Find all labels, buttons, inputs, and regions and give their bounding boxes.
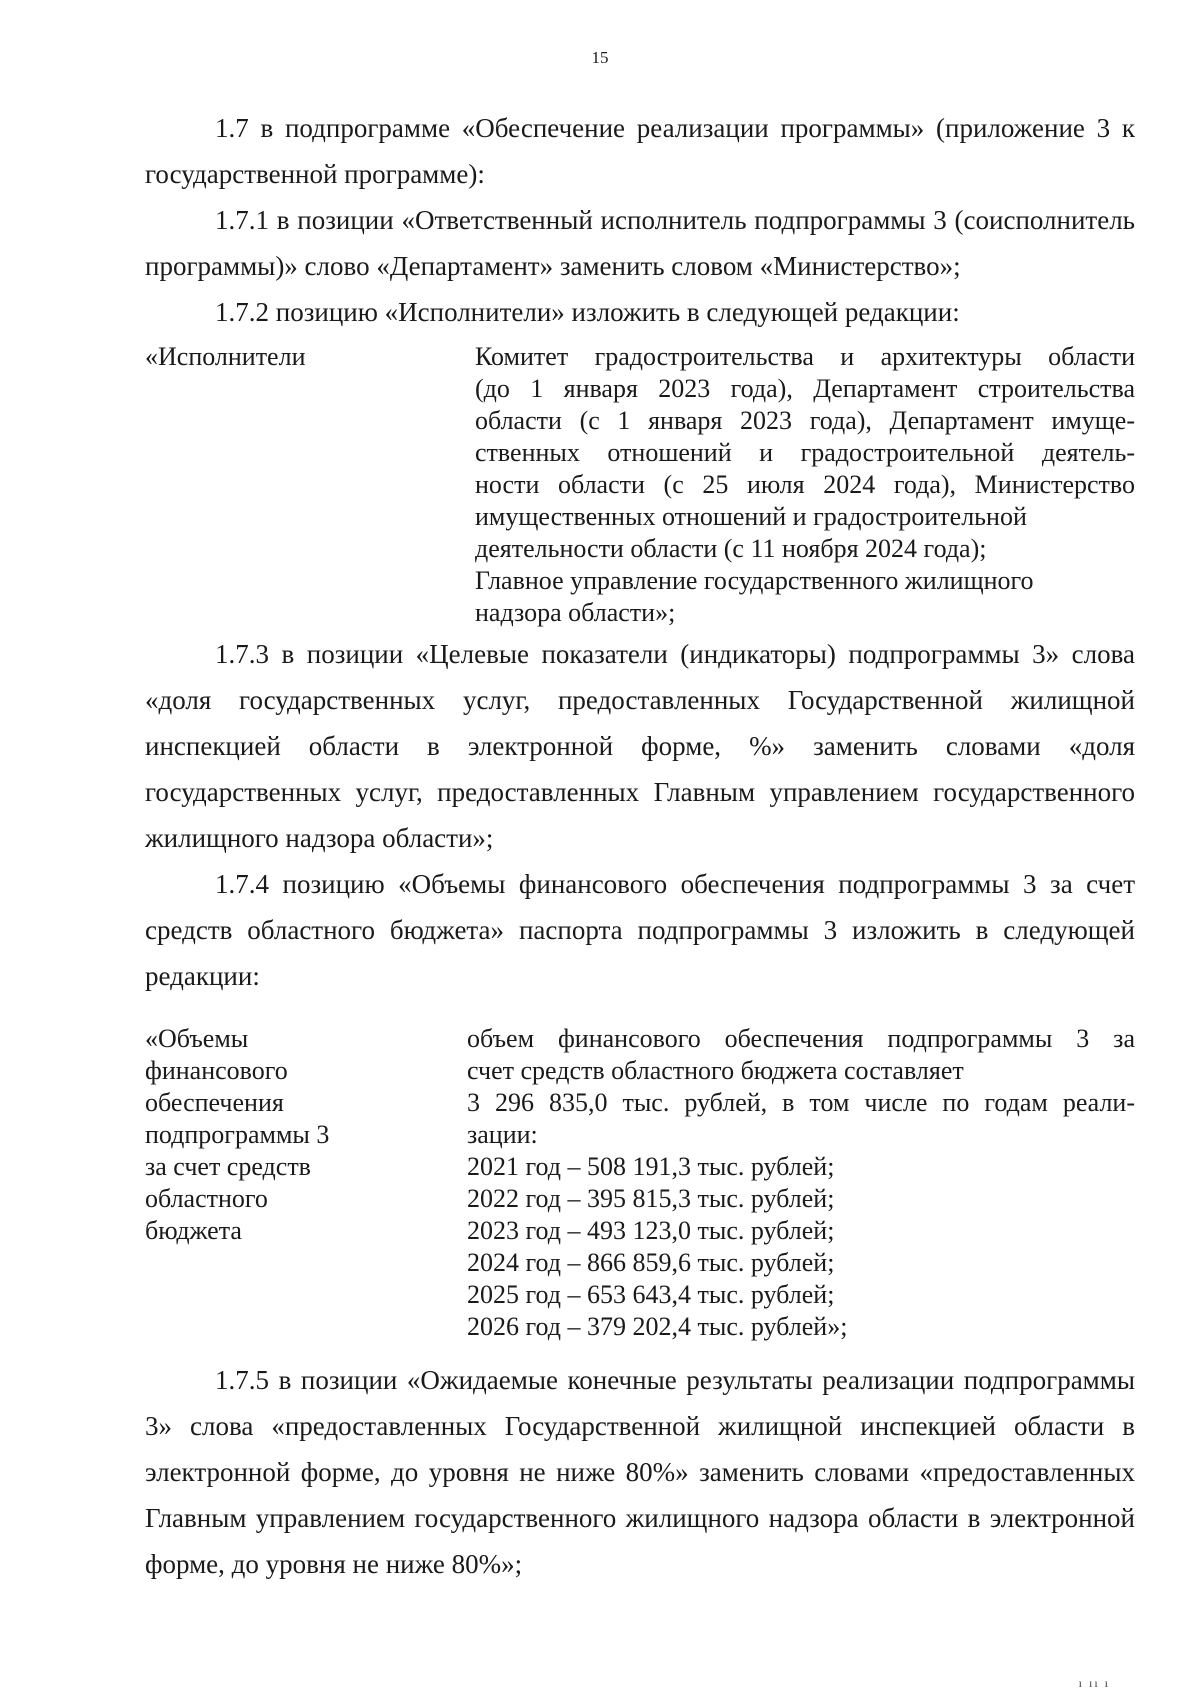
funding-value	[467, 1023, 1135, 1343]
funding-line: счет средств областного бюджета составляет	[467, 1056, 964, 1085]
funding-label-line: бюджета	[145, 1216, 242, 1245]
scan-mark: ı ıı ı	[1078, 1676, 1110, 1690]
executors-line: ственных отношений и градостроительной деятель-	[475, 438, 1135, 467]
funding-year-line: 2024 год – 866 859,6 тыс. рублей;	[467, 1248, 835, 1277]
executors-line: Главное управление государственного жилищного	[475, 566, 1034, 595]
funding-year-line: 2025 год – 653 643,4 тыс. рублей;	[467, 1280, 835, 1309]
funding-label-line: областного	[145, 1184, 268, 1213]
executors-line: надзора области»;	[475, 598, 676, 627]
funding-line: объем финансового обеспечения подпрограммы 3 за	[467, 1024, 1135, 1053]
executors-line: деятельности области (с 11 ноября 2024 года);	[475, 534, 987, 563]
funding-year-line: 2026 год – 379 202,4 тыс. рублей»;	[467, 1312, 848, 1341]
paragraph-1-7-1: 1.7.1 в позиции «Ответственный исполнитель подпрограммы 3 (соисполнитель программы)» слово «Департамент» заменить словом «Министерство»;	[145, 205, 1135, 281]
funding-label-line: обеспечения	[145, 1088, 284, 1117]
executors-line: Комитет градостроительства и архитектуры области	[475, 342, 1135, 371]
funding-year-line: 2023 год – 493 123,0 тыс. рублей;	[467, 1216, 835, 1245]
funding-year-line: 2022 год – 395 815,3 тыс. рублей;	[467, 1184, 835, 1213]
executors-line: (до 1 января 2023 года), Департамент строительства	[475, 374, 1135, 403]
funding-label-line: «Объемы	[145, 1024, 249, 1053]
paragraph-1-7-4: 1.7.4 позицию «Объемы финансового обеспечения подпрограммы 3 за счет средств областного бюджета» паспорта подпрограммы 3 изложить в следующей редакции:	[145, 869, 1135, 991]
executors-label-text: «Исполнители	[145, 342, 306, 371]
funding-label-line: финансового	[145, 1056, 288, 1085]
executors-line: области (с 1 января 2023 года), Департамент имуще-	[475, 406, 1135, 435]
funding-line: зации:	[467, 1120, 538, 1149]
paragraph-1-7-2: 1.7.2 позицию «Исполнители» изложить в следующей редакции:	[215, 297, 960, 327]
funding-label-line: за счет средств	[145, 1152, 311, 1181]
funding-label-line: подпрограммы 3	[145, 1120, 330, 1149]
document-body	[145, 105, 1135, 1587]
executors-value	[475, 341, 1135, 629]
funding-line: 3 296 835,0 тыс. рублей, в том числе по годам реали-	[467, 1088, 1135, 1117]
executors-label	[145, 341, 475, 629]
executors-line: имущественных отношений и градостроительной	[475, 502, 1027, 531]
executors-line: ности области (с 25 июля 2024 года), Министерство	[475, 470, 1135, 499]
funding-table	[145, 1023, 1135, 1343]
funding-label	[145, 1023, 467, 1343]
executors-table	[145, 341, 1135, 629]
paragraph-1-7: 1.7 в подпрограмме «Обеспечение реализации программы» (приложение 3 к государственной программе):	[145, 113, 1135, 189]
funding-year-line: 2021 год – 508 191,3 тыс. рублей;	[467, 1152, 835, 1181]
paragraph-1-7-3: 1.7.3 в позиции «Целевые показатели (индикаторы) подпрограммы 3» слова «доля государственных услуг, предоставленных Государственной жилищной инспекцией области в электронной форме, %» заменить словами «доля государственных услуг, предоставленных Главным управлением государственного жилищного надзора области»;	[145, 639, 1135, 853]
paragraph-1-7-5: 1.7.5 в позиции «Ожидаемые конечные результаты реализации подпрограммы 3» слова «предоставленных Государственной жилищной инспекцией области в электронной форме, до уровня не ниже 80%» заменить словами «предоставленных Главным управлением государственного жилищного надзора области в электронной форме, до уровня не ниже 80%»;	[145, 1365, 1135, 1579]
page-number: 15	[591, 48, 609, 67]
